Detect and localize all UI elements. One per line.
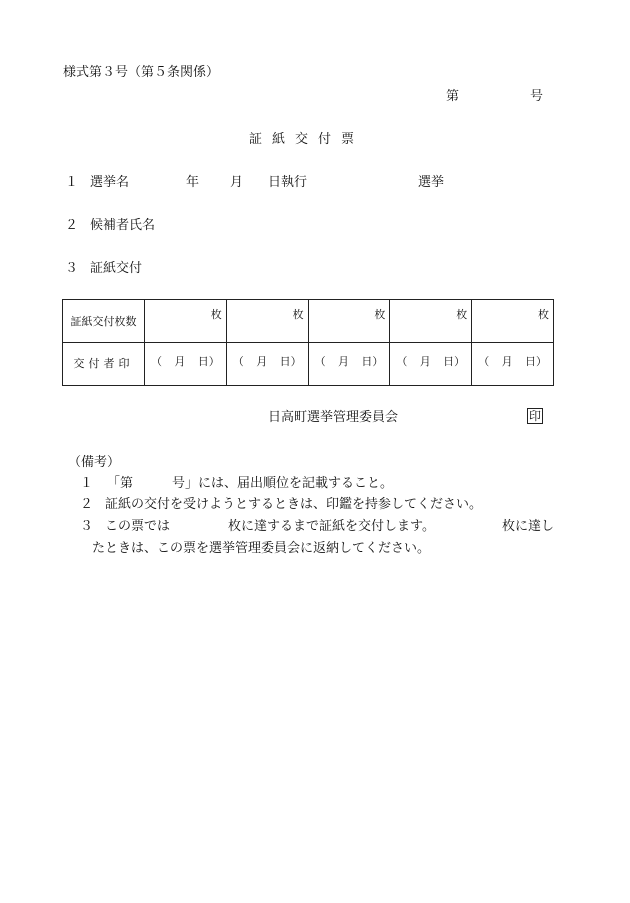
item3-number: ３ xyxy=(65,261,79,276)
note3-text-part-c: 枚に達し xyxy=(502,519,555,534)
table-cell: 枚 xyxy=(390,300,472,343)
table-row xyxy=(63,300,554,343)
document-title: 証紙交付票 xyxy=(249,132,365,147)
table-cell: （ 月 日） xyxy=(145,343,227,386)
notes-heading: （備考） xyxy=(68,455,121,470)
seal-box: 印 xyxy=(529,409,542,423)
table-cell: 枚 xyxy=(145,300,227,343)
item2-label: 候補者氏名 xyxy=(90,218,156,233)
table-row xyxy=(63,343,554,386)
committee-name: 日高町選挙管理委員会 xyxy=(268,410,399,425)
table-cell: （ 月 日） xyxy=(308,343,390,386)
form-number: 様式第３号（第５条関係） xyxy=(63,65,220,80)
table-cell: 枚 xyxy=(308,300,390,343)
table-cell: 枚 xyxy=(472,300,554,343)
item2-number: ２ xyxy=(65,218,79,233)
note3-number: ３ xyxy=(80,519,94,534)
table-cell: （ 月 日） xyxy=(226,343,308,386)
note3-text-part-b: 枚に達するまで証紙を交付します。 xyxy=(228,519,435,534)
document-number-prefix: 第 xyxy=(446,89,460,104)
table-row-header: 証紙交付枚数 xyxy=(63,300,145,343)
table-cell: （ 月 日） xyxy=(472,343,554,386)
note2-text: 証紙の交付を受けようとするときは、印鑑を持参してください。 xyxy=(105,497,483,512)
table-cell: （ 月 日） xyxy=(390,343,472,386)
stamp-issuance-table xyxy=(62,299,554,386)
note1-number: １ xyxy=(80,476,94,491)
note3-text-part-a: この票では xyxy=(105,519,171,534)
note1-text-start: 「第 xyxy=(107,476,134,491)
note3-text-part-d: たときは、この票を選挙管理委員会に返納してください。 xyxy=(92,541,431,556)
item1-month-label: 月 xyxy=(230,175,244,190)
table-cell: 枚 xyxy=(226,300,308,343)
note2-number: ２ xyxy=(80,497,94,512)
item1-day-label: 日執行 xyxy=(268,175,308,190)
item3-label: 証紙交付 xyxy=(90,261,143,276)
item1-year-label: 年 xyxy=(186,175,200,190)
document-number-suffix: 号 xyxy=(530,89,544,104)
table-row-header: 交付者印 xyxy=(63,343,145,386)
note1-text-end: 号」には、届出順位を記載すること。 xyxy=(172,476,394,491)
item1-election-label: 選挙 xyxy=(418,175,445,190)
item1-number: １ xyxy=(65,175,79,190)
item1-label: 選挙名 xyxy=(90,175,130,190)
